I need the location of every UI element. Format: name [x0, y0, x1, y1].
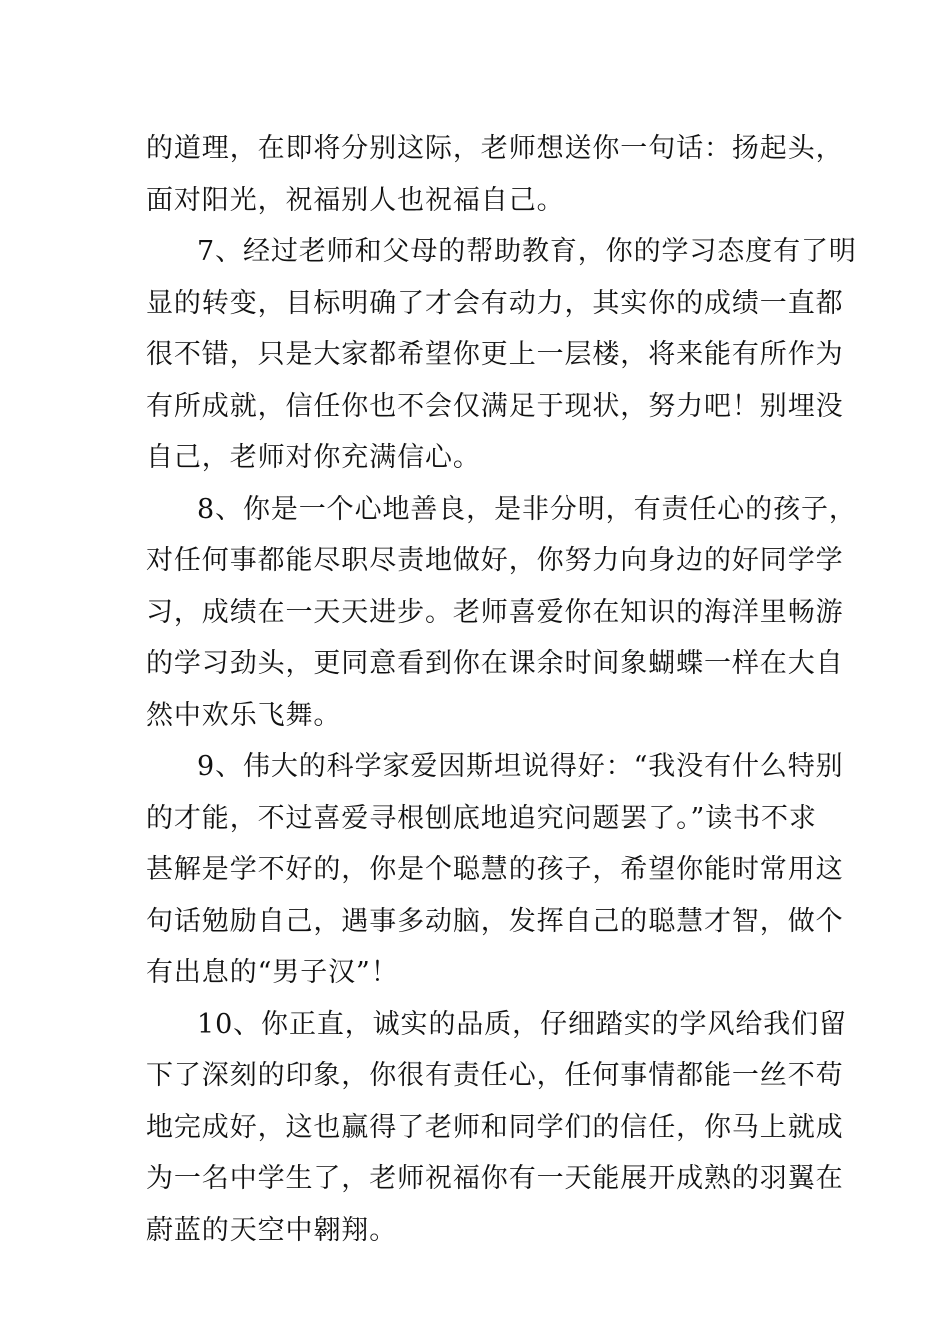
text-line: 甚解是学不好的，你是个聪慧的孩子，希望你能时常用这: [146, 854, 844, 885]
text-line: 的道理，在即将分别这际，老师想送你一句话：扬起头，: [146, 133, 844, 164]
text-line: 面对阳光，祝福别人也祝福自己。: [146, 184, 565, 216]
paragraph-8: [146, 484, 857, 742]
text-line: 的才能，不过喜爱寻根刨底地追究问题罢了。”读书不求: [146, 802, 817, 834]
text-line: 为一名中学生了，老师祝福你有一天能展开成熟的羽翼在: [146, 1163, 844, 1194]
text-line: 9、伟大的科学家爱因斯坦说得好：“我没有什么特别: [197, 751, 844, 782]
text-line: 句话勉励自己，遇事多动脑，发挥自己的聪慧才智，做个: [146, 905, 844, 937]
text-line: 的学习劲头，更同意看到你在课余时间象蝴蝶一样在大自: [146, 648, 844, 679]
text-line: 有所成就，信任你也不会仅满足于现状，努力吧！别埋没: [146, 390, 844, 422]
text-line: 7、经过老师和父母的帮助教育，你的学习态度有了明: [197, 236, 857, 267]
text-line: 很不错，只是大家都希望你更上一层楼，将来能有所作为: [146, 339, 844, 370]
text-line: 地完成好，这也赢得了老师和同学们的信任，你马上就成: [146, 1111, 844, 1143]
paragraph-10: [146, 999, 847, 1257]
text-line: 有出息的“男子汉”！: [146, 957, 399, 988]
paragraph-9: [146, 741, 844, 999]
text-line: 下了深刻的印象，你很有责任心，任何事情都能一丝不苟: [146, 1060, 844, 1091]
text-line: 然中欢乐飞舞。: [146, 699, 342, 731]
paragraph-7: [146, 226, 857, 484]
text-line: 8、你是一个心地善良，是非分明，有责任心的孩子，: [197, 493, 857, 525]
paragraph-continuation: [146, 123, 844, 226]
text-line: 显的转变，目标明确了才会有动力，其实你的成绩一直都: [146, 287, 844, 319]
document-body: [146, 123, 857, 1256]
text-line: 蔚蓝的天空中翱翔。: [146, 1214, 398, 1246]
text-line: 习，成绩在一天天进步。老师喜爱你在知识的海洋里畅游: [146, 596, 844, 628]
text-line: 10、你正直，诚实的品质，仔细踏实的学风给我们留: [197, 1008, 847, 1040]
text-line: 自己，老师对你充满信心。: [146, 442, 481, 473]
text-line: 对任何事都能尽职尽责地做好，你努力向身边的好同学学: [146, 545, 844, 576]
